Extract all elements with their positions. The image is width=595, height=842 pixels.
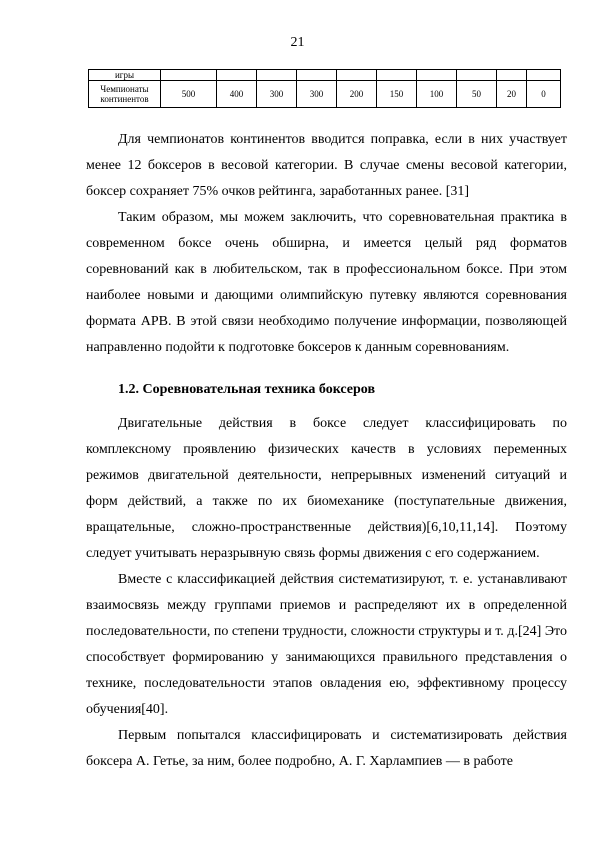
paragraph: Вместе с классификацией действия систематизируют, т. е. устанавливают взаимосвязь между группами приемов и распределяют их в определенной последовательности, по степени трудности, сложности структуры и т. д.[24] Это способствует формированию у занимающихся правильного представления о технике, последовательности этапов овладения ею, эффективному процессу обучения[40]. [86, 572, 567, 717]
table-row-label [89, 81, 161, 108]
table-cell: 0 [527, 81, 561, 108]
table-cell: 200 [337, 81, 377, 108]
body-text-lower [86, 411, 567, 775]
table-cell [377, 70, 417, 81]
table-row-label-line2: континентов [100, 94, 149, 104]
table-cell [457, 70, 497, 81]
table-row-label: игры [89, 70, 161, 81]
table-row-label-line1: Чемпионаты [100, 84, 149, 94]
table-cell: 300 [297, 81, 337, 108]
table-cell: 400 [217, 81, 257, 108]
paragraph: Для чемпионатов континентов вводится поправка, если в них участвует менее 12 боксеров в весовой категории. В случае смены весовой категории, боксер сохраняет 75% очков рейтинга, заработанных ранее. [31] [86, 132, 567, 199]
section-heading-block [86, 377, 567, 403]
page-number: 21 [290, 35, 305, 50]
table-cell: 100 [417, 81, 457, 108]
table-cell [297, 70, 337, 81]
paragraph: Первым попытался классифицировать и систематизировать действия боксера А. Гетье, за ним, более подробно, А. Г. Харлампиев — в работе [86, 728, 567, 769]
table-cell: 500 [161, 81, 217, 108]
table-row [89, 70, 561, 81]
table-cell [217, 70, 257, 81]
table-cell [337, 70, 377, 81]
paragraph: Таким образом, мы можем заключить, что соревновательная практика в современном боксе очень обширна, и имеется целый ряд форматов соревнований как в любительском, так в профессиональном боксе. При этом наиболее новыми и дающими олимпийскую путевку являются соревнования формата APB. В этой связи необходимо получение информации, позволяющей направленно подойти к подготовке боксеров к данным соревнованиям. [86, 210, 567, 355]
paragraph: Двигательные действия в боксе следует классифицировать по комплексному проявлению физических качеств в условиях переменных режимов двигательной деятельности, непрерывных изменений ситуаций и форм действий, а также по их биомеханике (поступательные движения, вращательные, сложно-пространственные действия)[6,10,11,14]. Поэтому следует учитывать неразрывную связь формы движения с его содержанием. [86, 416, 567, 561]
table-cell [257, 70, 297, 81]
table-cell: 50 [457, 81, 497, 108]
table-cell [527, 70, 561, 81]
table-cell [161, 70, 217, 81]
table-cell [417, 70, 457, 81]
rating-points-table [88, 69, 561, 108]
table-cell: 150 [377, 81, 417, 108]
table-cell: 300 [257, 81, 297, 108]
table-row [89, 81, 561, 108]
section-heading: 1.2. Соревновательная техника боксеров [118, 382, 376, 397]
table-cell [497, 70, 527, 81]
body-text-upper [86, 127, 567, 361]
table-cell: 20 [497, 81, 527, 108]
